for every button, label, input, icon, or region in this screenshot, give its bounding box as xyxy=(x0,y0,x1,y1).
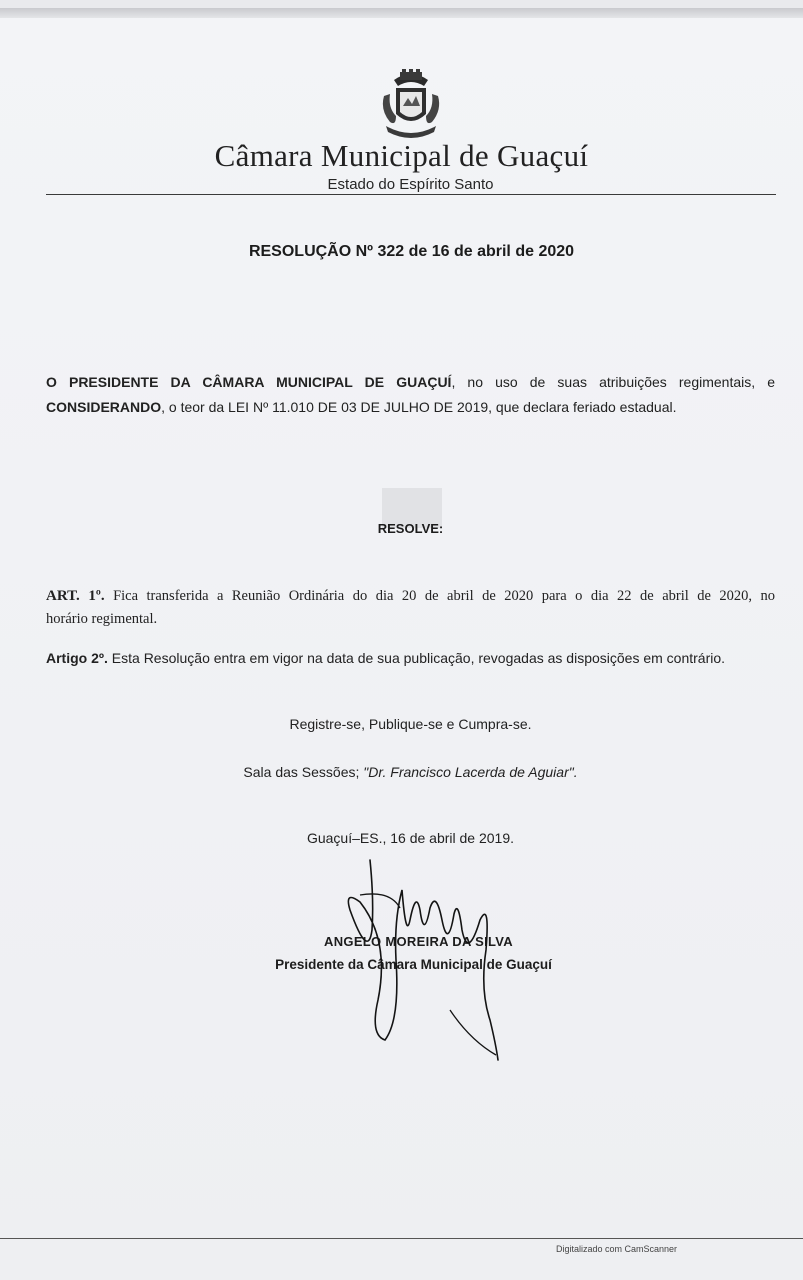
preamble-text-2: , o teor da LEI Nº 11.010 DE 03 DE JULHO DE 2019, que declara feriado estadual. xyxy=(161,399,677,415)
considering-keyword: CONSIDERANDO xyxy=(46,399,162,415)
state-subtitle: Estado do Espírito Santo xyxy=(327,176,494,193)
registre-line: Registre-se, Publique-se e Cumpra-se. xyxy=(289,716,532,732)
coat-of-arms-emblem xyxy=(372,66,450,144)
article-2 xyxy=(46,646,775,671)
session-room-line xyxy=(0,764,803,780)
place-and-date: Guaçuí–ES., 16 de abril de 2019. xyxy=(306,830,515,846)
article-1 xyxy=(46,584,775,630)
article-1-text-continued: horário regimental. xyxy=(46,611,158,627)
header-divider xyxy=(46,194,776,195)
preamble-paragraph xyxy=(46,370,775,420)
article-1-text: Fica transferida a Reunião Ordinária do dia 20 de abril de 2020 para o dia 22 de abril de 2020, no xyxy=(104,588,775,604)
signer-role: Presidente da Câmara Municipal de Guaçuí xyxy=(275,957,552,972)
footer-divider xyxy=(0,1238,803,1239)
handwritten-signature xyxy=(330,850,530,1070)
scanner-watermark: Digitalizado com CamScanner xyxy=(556,1244,678,1254)
session-room-prefix: Sala das Sessões; xyxy=(243,764,364,780)
page-top-edge xyxy=(0,8,803,18)
signer-name: ANGELO MOREIRA DA SILVA xyxy=(324,934,513,949)
council-name: Câmara Municipal de Guaçuí xyxy=(214,138,589,173)
preamble-text-1: , no uso de suas atribuições regimentais, e xyxy=(451,374,776,390)
president-designation: O PRESIDENTE DA CÂMARA MUNICIPAL DE GUAÇUÍ xyxy=(46,374,452,390)
resolve-heading: RESOLVE: xyxy=(377,521,444,536)
session-room-name: "Dr. Francisco Lacerda de Aguiar". xyxy=(363,764,578,780)
article-2-heading: Artigo 2º. xyxy=(46,650,108,666)
resolution-title: RESOLUÇÃO Nº 322 de 16 de abril de 2020 xyxy=(248,243,575,260)
article-1-heading: ART. 1º. xyxy=(46,588,105,604)
document-page xyxy=(0,8,803,1280)
article-2-text: Esta Resolução entra em vigor na data de sua publicação, revogadas as disposições em contrário. xyxy=(107,650,726,666)
